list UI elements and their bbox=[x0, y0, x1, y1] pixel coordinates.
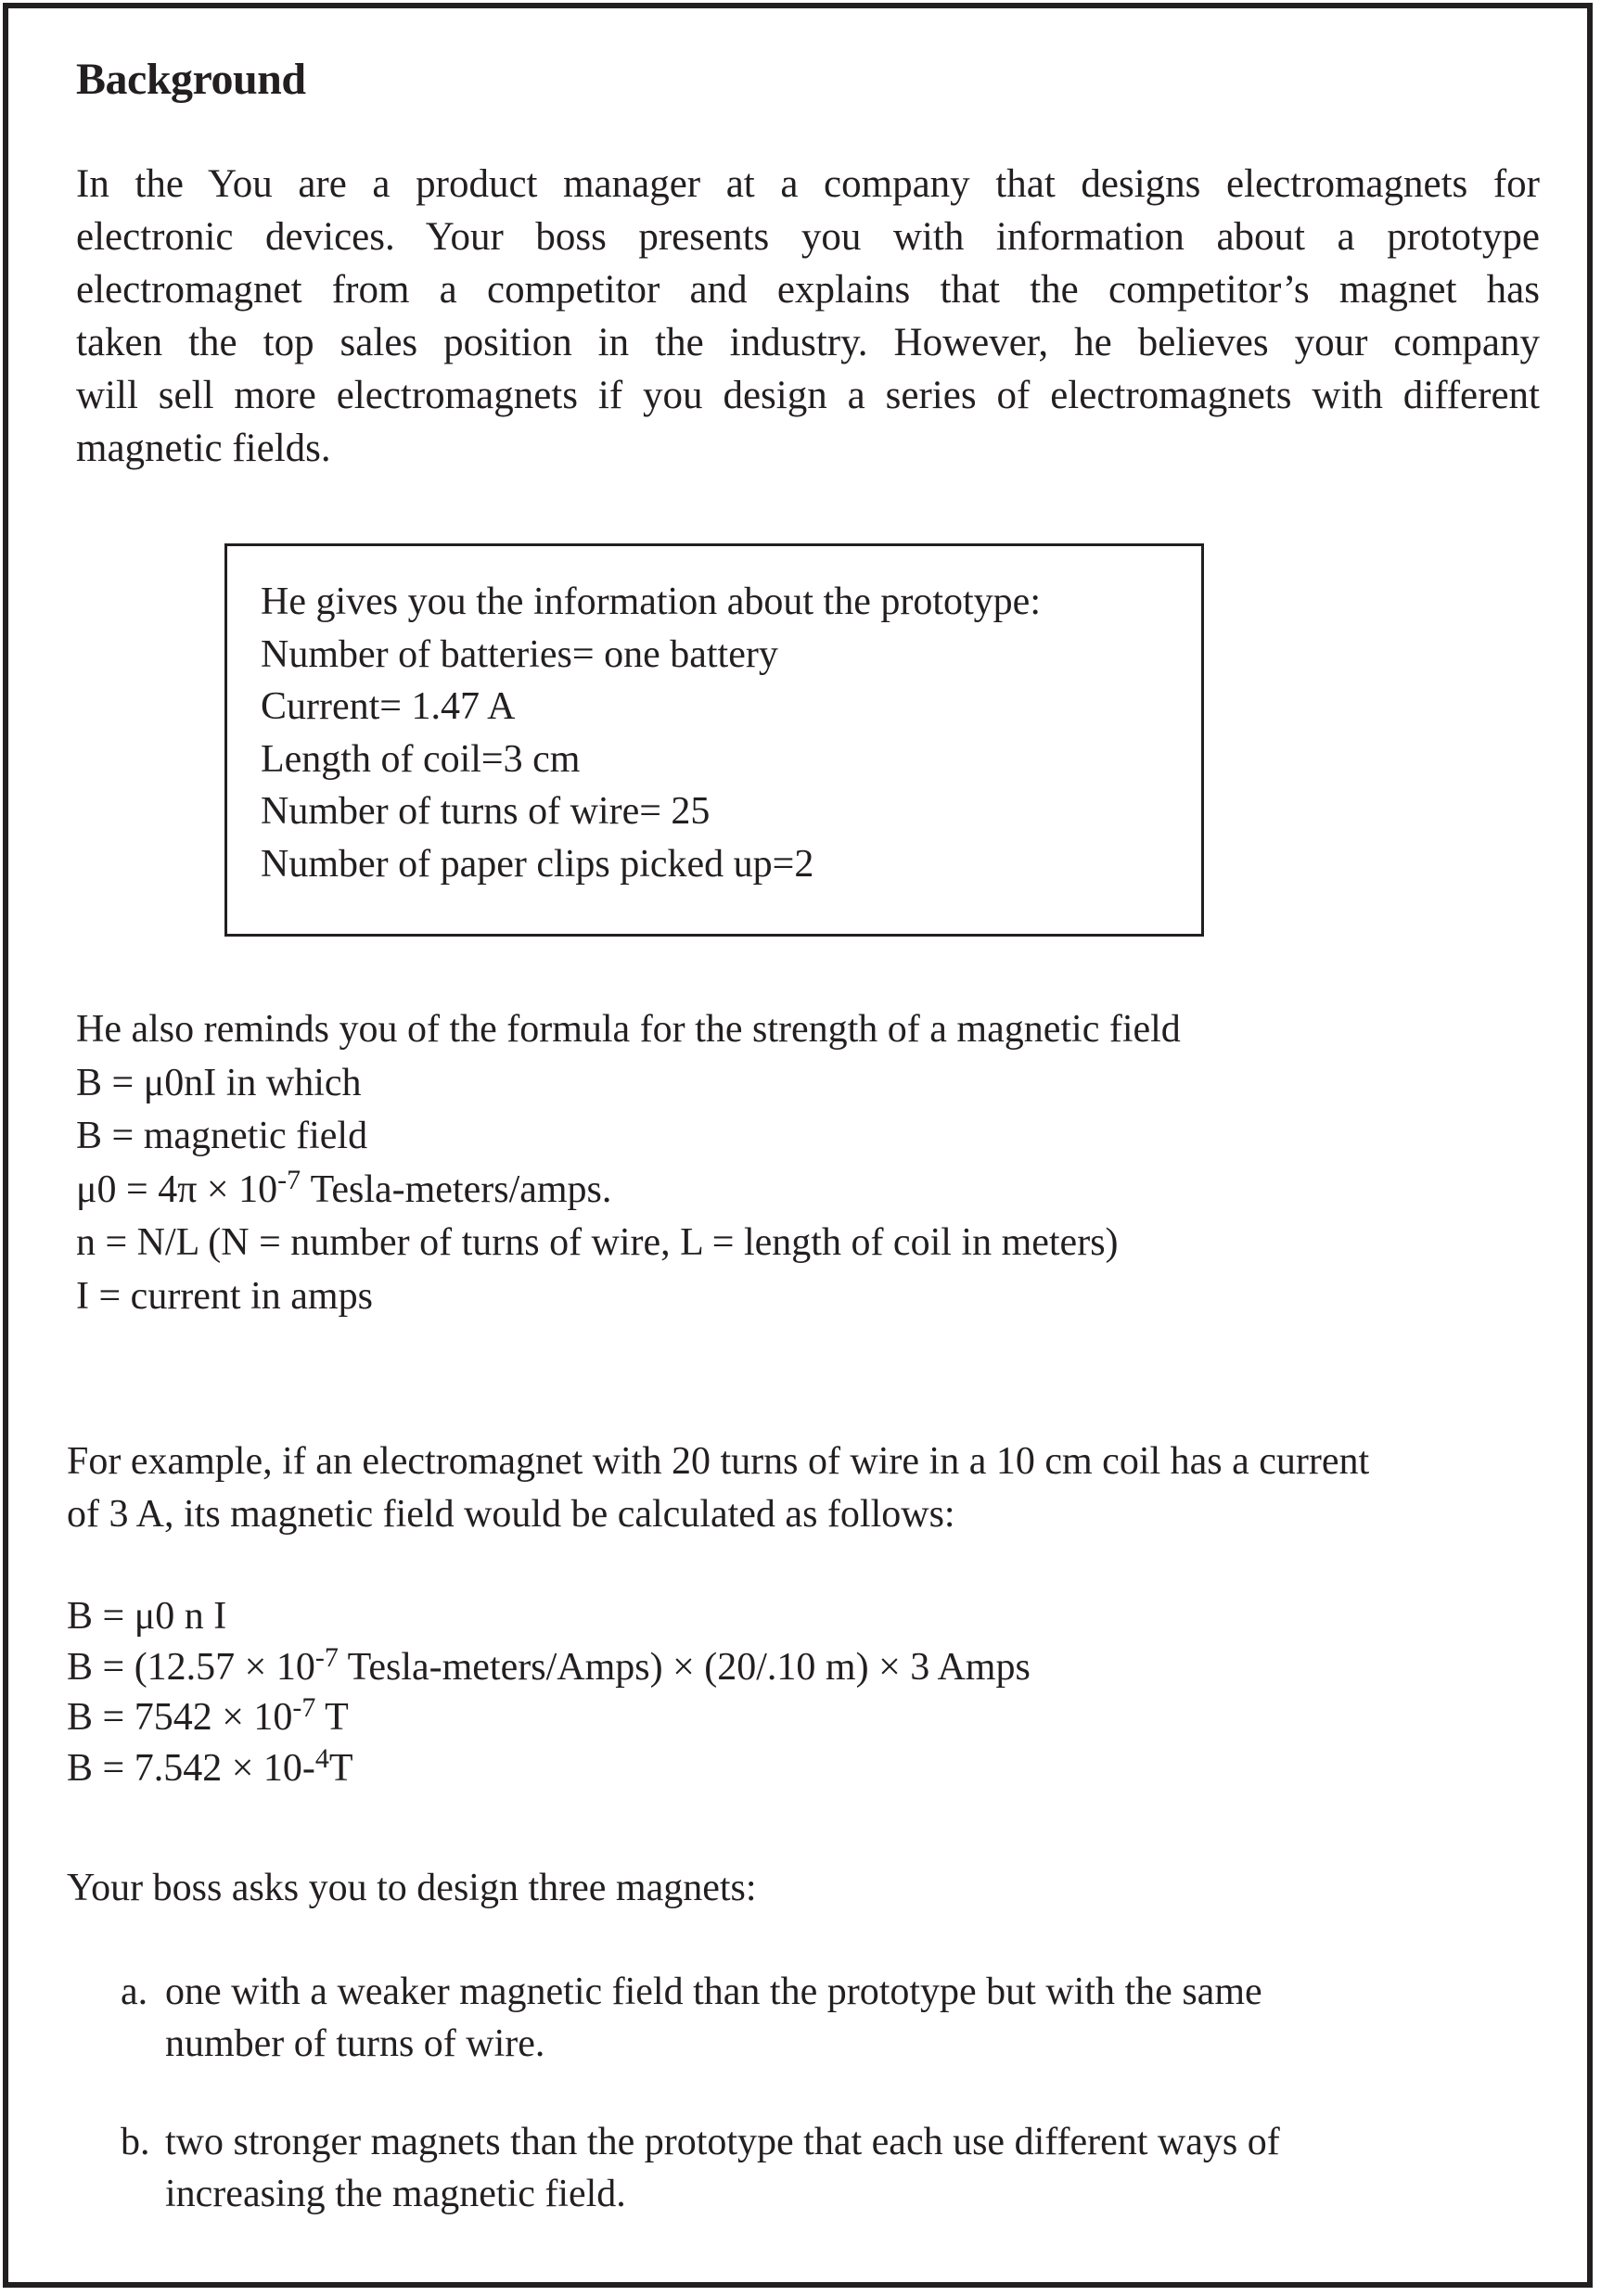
calc-prefix: B = 7.542 × 10- bbox=[67, 1746, 315, 1790]
exponent: -7 bbox=[314, 1641, 339, 1673]
spec-value: one battery bbox=[594, 632, 778, 676]
list-item-line: increasing the magnetic field. bbox=[165, 2173, 626, 2215]
example-intro-line: of 3 A, its magnetic field would be calculated as follows: bbox=[67, 1493, 955, 1536]
example-calculation bbox=[67, 1591, 1031, 1793]
spec-value: 1.47 A bbox=[401, 685, 516, 728]
task-intro-line: Your boss asks you to design three magnets: bbox=[67, 1867, 757, 1909]
spec-label: Current= bbox=[261, 685, 402, 728]
formula-mu-suffix: Tesla-meters/amps. bbox=[301, 1167, 612, 1211]
formula-mu-line bbox=[76, 1164, 1181, 1218]
calc-line bbox=[67, 1642, 1031, 1693]
formula-mu-prefix: μ0 = 4π × 10 bbox=[76, 1167, 278, 1211]
spec-turns bbox=[261, 785, 1041, 838]
spec-label: Length of coil= bbox=[261, 737, 504, 781]
list-item-line: two stronger magnets than the prototype that each use different ways of bbox=[165, 2121, 1280, 2163]
calc-suffix: Tesla-meters/Amps) × (20/.10 m) × 3 Amps bbox=[338, 1645, 1031, 1689]
formula-section bbox=[76, 1003, 1181, 1323]
intro-line: magnetic fields. bbox=[76, 427, 331, 470]
list-marker: b. bbox=[121, 2121, 150, 2163]
intro-line: electromagnet from a competitor and explains that the competitor’s magnet has bbox=[76, 268, 1540, 312]
spec-value: 25 bbox=[660, 790, 711, 833]
task-intro bbox=[67, 1862, 757, 1915]
calc-prefix: B = 7542 × 10 bbox=[67, 1696, 293, 1739]
prototype-info-box bbox=[224, 543, 1204, 937]
formula-line: n = N/L (N = number of turns of wire, L = length of coil in meters) bbox=[76, 1221, 1119, 1264]
intro-line: will sell more electromagnets if you design a series of electromagnets with different bbox=[76, 374, 1540, 417]
calc-line bbox=[67, 1743, 1031, 1794]
intro-line: taken the top sales position in the industry. However, he believes your company bbox=[76, 321, 1540, 364]
list-marker: a. bbox=[121, 1971, 148, 2013]
formula-intro: He also reminds you of the formula for the strength of a magnetic field bbox=[76, 1008, 1181, 1051]
formula-line: B = magnetic field bbox=[76, 1115, 368, 1157]
calc-prefix: B = (12.57 × 10 bbox=[67, 1645, 315, 1689]
example-intro bbox=[67, 1435, 1369, 1541]
list-item-text bbox=[165, 2116, 1280, 2220]
prototype-info-lines bbox=[261, 576, 1041, 890]
list-item-text bbox=[165, 1966, 1262, 2070]
spec-value: 2 bbox=[794, 842, 814, 886]
exponent: 4 bbox=[314, 1742, 329, 1774]
formula-line: I = current in amps bbox=[76, 1274, 373, 1318]
calc-line: B = μ0 n I bbox=[67, 1595, 227, 1638]
exponent: -7 bbox=[277, 1164, 301, 1195]
spec-batteries bbox=[261, 629, 1041, 682]
spec-paper-clips bbox=[261, 838, 1041, 891]
calc-line bbox=[67, 1692, 1031, 1743]
exponent: -7 bbox=[292, 1692, 316, 1723]
spec-label: Number of turns of wire= bbox=[261, 790, 661, 833]
intro-line: In the You are a product manager at a company that designs electromagnets for bbox=[76, 162, 1540, 206]
spec-value: 3 cm bbox=[503, 737, 581, 781]
intro-line: electronic devices. Your boss presents you with information about a prototype bbox=[76, 215, 1540, 259]
section-heading: Background bbox=[76, 55, 306, 104]
spec-coil-length bbox=[261, 733, 1041, 786]
list-item-line: one with a weaker magnetic field than the prototype but with the same bbox=[165, 1971, 1262, 2013]
calc-suffix: T bbox=[328, 1746, 353, 1790]
example-intro-line: For example, if an electromagnet with 20 turns of wire in a 10 cm coil has a current bbox=[67, 1440, 1370, 1483]
spec-label: Number of batteries= bbox=[261, 632, 595, 676]
spec-label: Number of paper clips picked up= bbox=[261, 842, 795, 886]
formula-line: B = μ0nI in which bbox=[76, 1061, 362, 1104]
list-item-line: number of turns of wire. bbox=[165, 2022, 545, 2065]
intro-paragraph bbox=[76, 158, 1540, 475]
calc-suffix: T bbox=[315, 1696, 349, 1739]
spec-current bbox=[261, 681, 1041, 733]
prototype-info-title: He gives you the information about the prototype: bbox=[261, 580, 1041, 623]
